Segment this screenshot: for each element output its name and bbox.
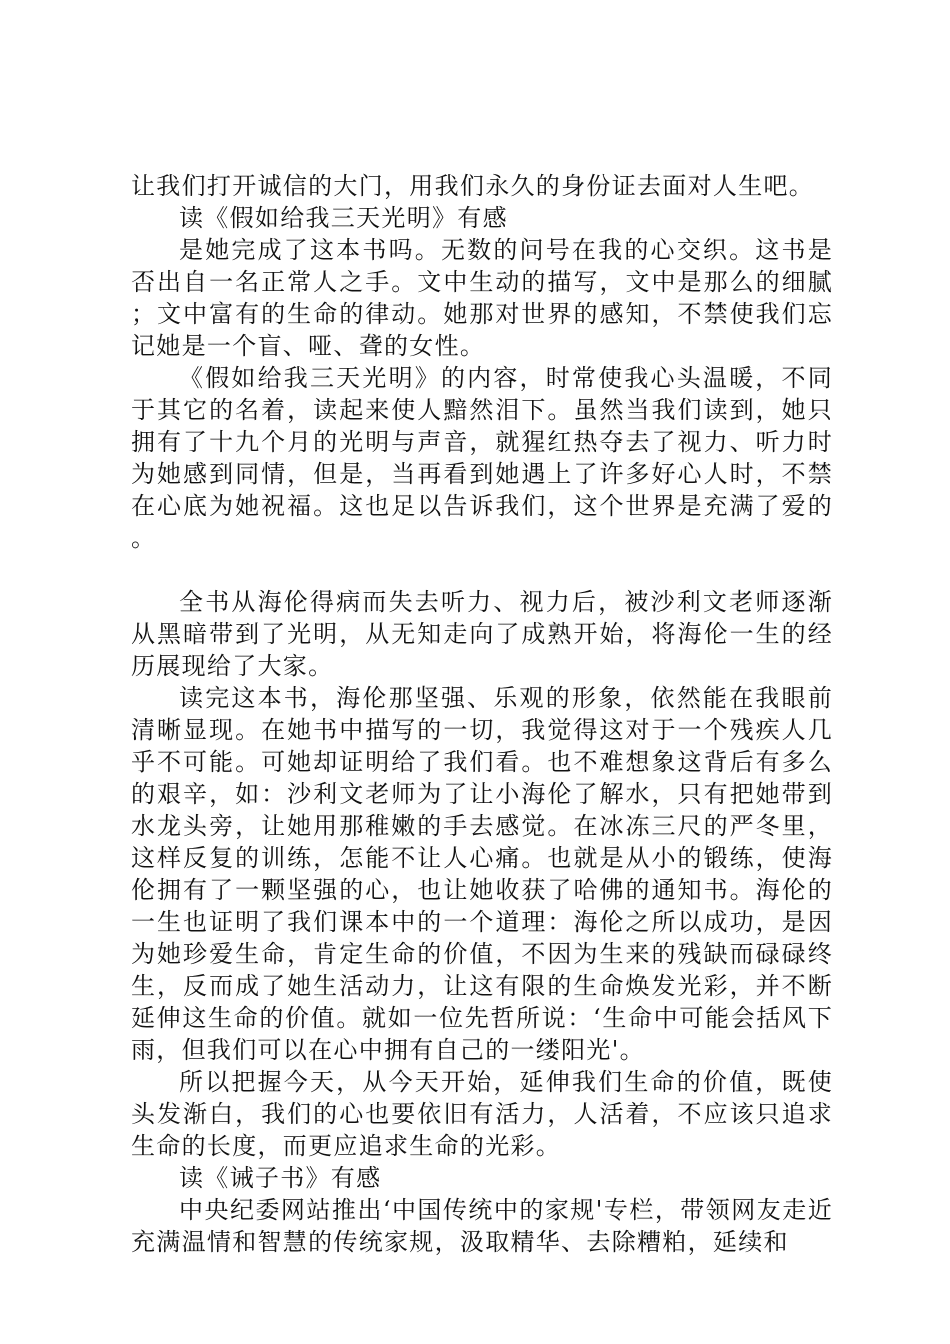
heading-three-days-light: 读《假如给我三天光明》有感 xyxy=(179,204,508,232)
paragraph-4: 读完这本书，海伦那坚强、乐观的形象，依然能在我眼前清晰显现。在她书中描写的一切，我觉得这对于一个残疾人几乎不可能。可她却证明给了我们看。也不难想象这背后有多么的艰辛，如：沙利文老师为了让小海伦了解水，只有把她带到水龙头旁，让她用那稚嫩的手去感觉。在冰冻三尺的严冬里，这样反复的训练，怎能不让人心痛。也就是从小的锻练，使海伦拥有了一颗坚强的心，也让她收获了哈佛的通知书。海伦的一生也证明了我们课本中的一个道理：海伦之所以成功，是因为她珍爱生命，肯定生命的价值，不因为生来的残缺而碌碌终生，反而成了她生活动力，让这有限的生命焕发光彩，并不断延伸这生命的价值。就如一位先哲所说：‘生命中可能会括风下雨，但我们可以在心中拥有自己的一缕阳光'。 xyxy=(131,684,833,1064)
paragraph-5: 所以把握今天，从今天开始，延伸我们生命的价值，既使头发渐白，我们的心也要依旧有活力，人活着，不应该只追求生命的长度，而更应追求生命的光彩。 xyxy=(131,1068,833,1160)
document-page xyxy=(131,170,833,1258)
paragraph-gap xyxy=(131,554,833,586)
heading-admonition-to-son: 读《诫子书》有感 xyxy=(179,1164,382,1192)
paragraph-6: 中央纪委网站推出‘中国传统中的家规'专栏，带领网友走近充满温情和智慧的传统家规，汲取精华、去除糟粕，延续和 xyxy=(131,1196,833,1256)
lead-line: 让我们打开诚信的大门，用我们永久的身份证去面对人生吧。 xyxy=(131,172,815,200)
paragraph-2: 《假如给我三天光明》的内容，时常使我心头温暖，不同于其它的名着，读起来使人黯然泪下。虽然当我们读到，她只拥有了十九个月的光明与声音，就猩红热夺去了视力、听力时为她感到同情，但是，当再看到她遇上了许多好心人时，不禁在心底为她祝福。这也足以告诉我们，这个世界是充满了爱的。 xyxy=(131,364,833,552)
paragraph-3: 全书从海伦得病而失去听力、视力后，被沙利文老师逐渐从黑暗带到了光明，从无知走向了成熟开始，将海伦一生的经历展现给了大家。 xyxy=(131,588,833,680)
paragraph-1: 是她完成了这本书吗。无数的问号在我的心交织。这书是否出自一名正常人之手。文中生动的描写，文中是那么的细腻；文中富有的生命的律动。她那对世界的感知，不禁使我们忘记她是一个盲、哑、聋的女性。 xyxy=(131,236,833,360)
